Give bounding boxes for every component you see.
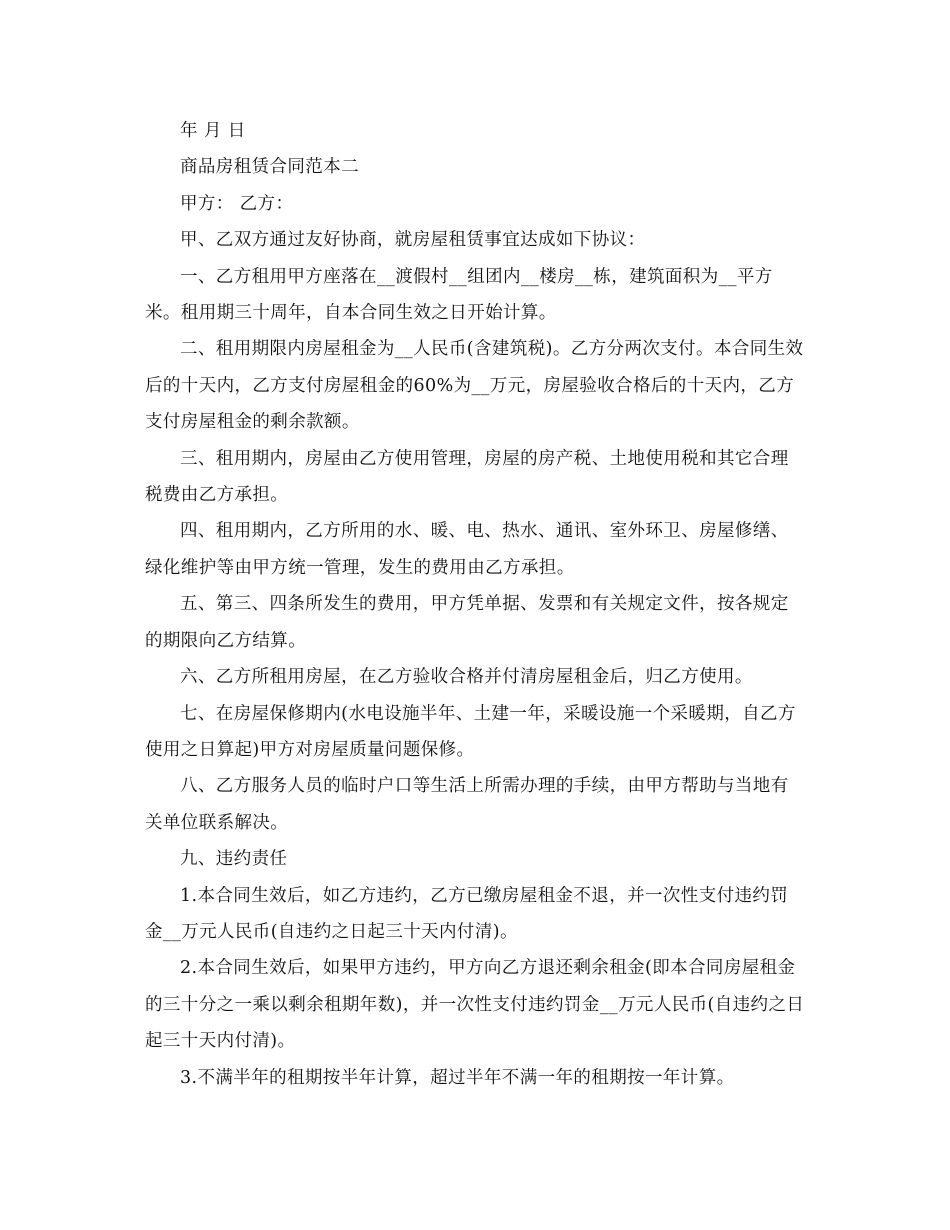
clause-5: 五、第三、四条所发生的费用，甲方凭单据、发票和有关规定文件，按各规定的期限向乙方结算。 (145, 594, 789, 651)
clause-9-item-3: 3.不满半年的租期按半年计算，超过半年不满一年的租期按一年计算。 (180, 1067, 735, 1088)
clause-9-heading: 九、违约责任 (180, 849, 288, 870)
clause-2: 二、租用期限内房屋租金为__人民币(含建筑税)。乙方分两次支付。本合同生效后的十天内，乙方支付房屋租金的60%为__万元，房屋验收合格后的十天内，乙方支付房屋租金的剩余款额。 (145, 339, 804, 433)
document-title: 商品房租赁合同范本二 (180, 157, 359, 178)
parties-line: 甲方： 乙方： (180, 193, 294, 214)
clause-8: 八、乙方服务人员的临时户口等生活上所需办理的手续，由甲方帮助与当地有关单位联系解决。 (145, 776, 789, 833)
clause-7: 七、在房屋保修期内(水电设施半年、土建一年，采暖设施一个采暖期，自乙方使用之日算起)甲方对房屋质量问题保修。 (145, 703, 796, 760)
clause-1: 一、乙方租用甲方座落在__渡假村__组团内__楼房__栋，建筑面积为__平方米。租用期三十周年，自本合同生效之日开始计算。 (145, 266, 773, 324)
date-line: 年 月 日 (180, 121, 246, 141)
clause-3: 三、租用期内，房屋由乙方使用管理，房屋的房产税、土地使用税和其它合理税费由乙方承担。 (145, 448, 789, 506)
document-body (145, 113, 805, 1096)
preamble-paragraph: 甲、乙双方通过友好协商，就房屋租赁事宜达成如下协议： (180, 230, 646, 251)
clause-4: 四、租用期内，乙方所用的水、暖、电、热水、通讯、室外环卫、房屋修缮、绿化维护等由甲方统一管理，发生的费用由乙方承担。 (145, 521, 789, 578)
clause-6: 六、乙方所租用房屋，在乙方验收合格并付清房屋租金后，归乙方使用。 (180, 667, 753, 688)
clause-9-item-1: 1.本合同生效后，如乙方违约，乙方已缴房屋租金不退，并一次性支付违约罚金__万元人民币(自违约之日起三十天内付清)。 (145, 885, 789, 942)
clause-9-item-2: 2.本合同生效后，如果甲方违约，甲方向乙方退还剩余租金(即本合同房屋租金的三十分之一乘以剩余租期年数)，并一次性支付违约罚金__万元人民币(自违约之日起三十天内付清)。 (145, 958, 805, 1052)
